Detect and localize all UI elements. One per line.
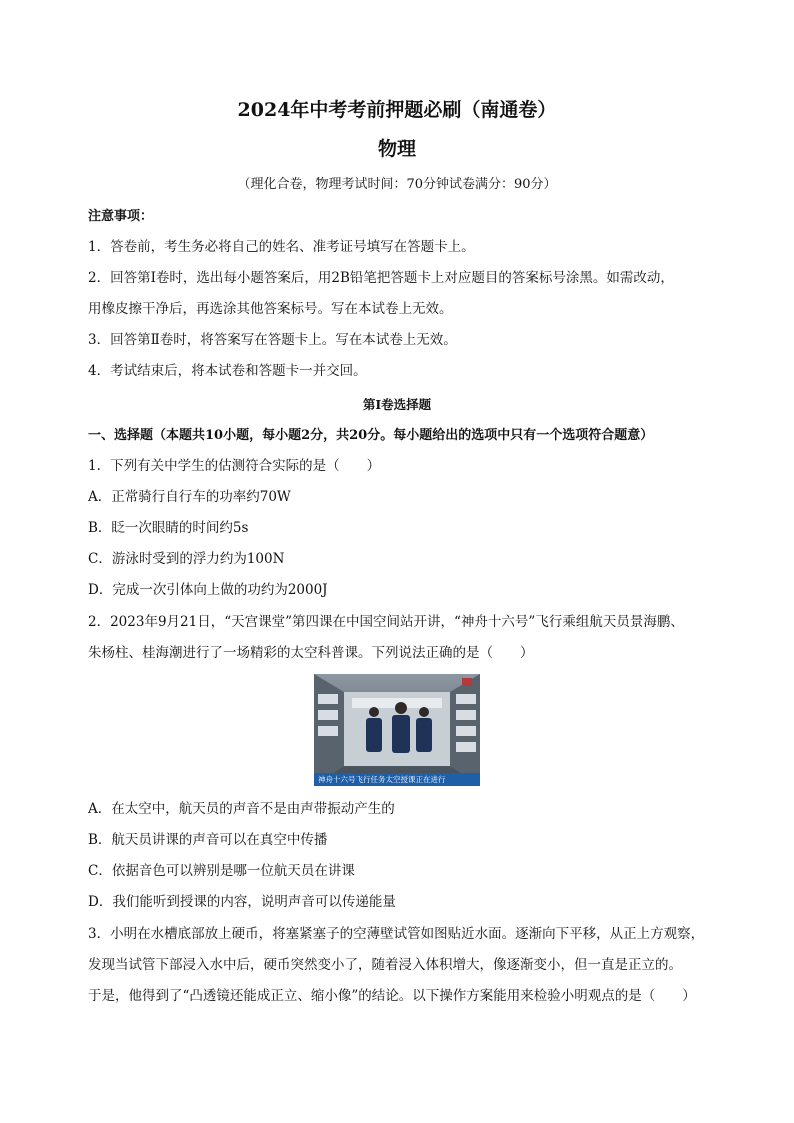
note-item-2-cont: 用橡皮擦干净后，再选涂其他答案标号。写在本试卷上无效。 (88, 301, 453, 317)
space-station-photo (314, 674, 480, 786)
part-heading: 一、选择题（本题共10小题，每小题2分，共20分。每小题给出的选项中只有一个选项符合题意） (88, 428, 654, 443)
q3-stem-line-1: 3．小明在水槽底部放上硬币，将塞紧塞子的空薄壁试管如图贴近水面。逐渐向下平移，从正上方观察， (88, 926, 705, 942)
q1-option-a: A．正常骑行自行车的功率约70W (88, 489, 291, 505)
note-item-4: 4．考试结束后，将本试卷和答题卡一并交回。 (88, 363, 367, 379)
note-item-1: 1．答卷前，考生务必将自己的姓名、准考证号填写在答题卡上。 (88, 239, 475, 255)
q1-option-d: D．完成一次引体向上做的功约为2000J (88, 582, 328, 598)
q2-option-c: C．依据音色可以辨别是哪一位航天员在讲课 (88, 863, 355, 879)
q1-option-b: B．眨一次眼睛的时间约5s (88, 520, 249, 536)
q3-stem-line-3: 于是，他得到了“凸透镜还能成正立、缩小像”的结论。以下操作方案能用来检验小明观点的是（ ） (88, 988, 696, 1004)
q2-option-a: A．在太空中，航天员的声音不是由声带振动产生的 (88, 801, 395, 817)
q3-stem-line-2: 发现当试管下部浸入水中后，硬币突然变小了，随着浸入体积增大，像逐渐变小，但一直是正立的。 (88, 957, 682, 973)
q1-option-c: C．游泳时受到的浮力约为100N (88, 551, 285, 567)
section-title: 第Ⅰ卷选择题 (362, 397, 432, 412)
q2-stem-line-2: 朱杨柱、桂海潮进行了一场精彩的太空科普课。下列说法正确的是（ ） (88, 645, 534, 661)
notes-heading: 注意事项： (88, 209, 154, 224)
space-station-illustration (314, 674, 480, 786)
q2-stem-line-1: 2．2023年9月21日，“天宫课堂”第四课在中国空间站开讲，“神舟十六号”飞行乘组航天员景海鹏、 (88, 614, 684, 630)
exam-title: 2024年中考考前押题必刷（南通卷） (237, 99, 557, 121)
note-item-2: 2．回答第Ⅰ卷时，选出每小题答案后，用2B铅笔把答题卡上对应题目的答案标号涂黑。如需改动， (88, 270, 674, 286)
photo-caption: 神舟十六号飞行任务太空授课正在进行 (314, 773, 480, 786)
note-item-3: 3．回答第Ⅱ卷时，将答案写在答题卡上。写在本试卷上无效。 (88, 332, 457, 348)
exam-note: （理化合卷，物理考试时间：70分钟试卷满分：90分） (237, 177, 557, 192)
q1-stem: 1．下列有关中学生的估测符合实际的是（ ） (88, 458, 381, 474)
q2-option-d: D．我们能听到授课的内容，说明声音可以传递能量 (88, 894, 396, 910)
q2-option-b: B．航天员讲课的声音可以在真空中传播 (88, 832, 328, 848)
subject-title: 物理 (377, 138, 416, 160)
